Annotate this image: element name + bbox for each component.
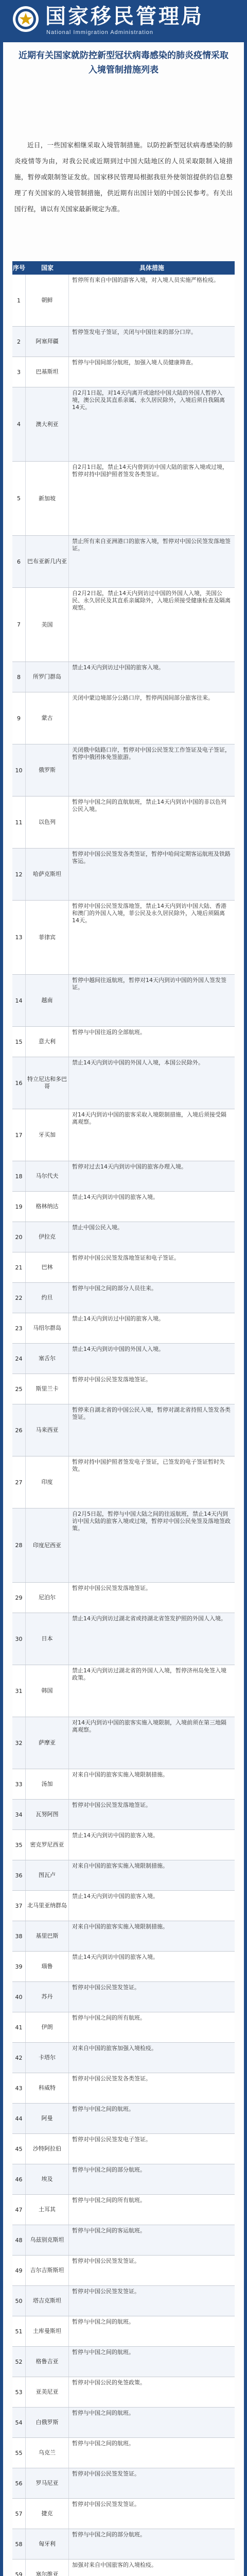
table-row	[12, 1057, 235, 1109]
row-measure: 暂停对中国公民签发签证。	[72, 1984, 140, 1991]
row-number: 53	[12, 2377, 26, 2407]
row-number: 27	[12, 1456, 26, 1508]
header-banner	[0, 0, 247, 42]
row-number: 30	[12, 1613, 26, 1665]
row-measure: 自2月1日起，禁止14天内曾到访中国大陆的旅客入境或过境，暂停对持中国护照者签发各类签证。	[72, 464, 228, 478]
row-measure: 对来自中国的旅客加强入境检疫。	[72, 2045, 157, 2052]
row-country: 密克罗尼西亚	[26, 1830, 69, 1860]
row-number: 4	[12, 387, 26, 461]
row-measure: 暂停对中国公民签发落地签证和电子签证。	[72, 1255, 180, 1261]
row-measure: 关闭中蒙边境部分公路口岸，暂停两国间部分旅客往来。	[72, 694, 214, 701]
row-number: 26	[12, 1404, 26, 1456]
table-row	[12, 357, 235, 387]
row-country: 基里巴斯	[26, 1921, 69, 1951]
row-country: 图瓦卢	[26, 1860, 69, 1890]
row-number: 45	[12, 2134, 26, 2164]
row-number: 20	[12, 1222, 26, 1252]
row-country: 特立尼达和多巴哥	[26, 1057, 69, 1109]
row-country: 卡塔尔	[26, 2043, 69, 2073]
row-number: 32	[12, 1717, 26, 1769]
row-country: 牙买加	[26, 1109, 69, 1161]
row-country: 埃及	[26, 2164, 69, 2194]
row-country: 斯里兰卡	[26, 1374, 69, 1404]
row-number: 39	[12, 1952, 26, 1981]
row-number: 43	[12, 2073, 26, 2103]
table-row	[12, 1830, 235, 1860]
row-measure: 暂停与中国之间的所有航班。	[72, 2014, 146, 2021]
row-measure: 暂停对中国公民签发签证。	[72, 2501, 140, 2507]
row-measure: 暂停与中国间部分航班，加强入境人员健康筛查。	[72, 359, 197, 366]
row-number: 24	[12, 1344, 26, 1374]
row-country: 约旦	[26, 1283, 69, 1313]
row-measure: 关闭俄中陆路口岸，暂停对中国公民签发工作签证及电子签证，暂停中俄团体免签旅游。	[72, 747, 231, 760]
row-measure: 暂停中越间往返航班，暂停对14天内到访中国的外国人签发签证。	[72, 977, 226, 991]
row-country: 美国	[26, 588, 69, 662]
row-measure: 暂停对中国公民签发签证。	[72, 2288, 140, 2295]
row-measure: 禁止14天内到访中国的外国人入境。	[72, 1346, 164, 1352]
row-measure: 禁止14天内到访中国的旅客入境。	[72, 1194, 158, 1200]
row-number: 56	[12, 2468, 26, 2498]
row-number: 38	[12, 1921, 26, 1951]
row-country: 阿塞拜疆	[26, 327, 69, 357]
agency-name-chinese: 国家移民管理局	[45, 4, 204, 28]
row-number: 3	[12, 357, 26, 387]
table-row	[12, 2104, 235, 2134]
row-country: 巴基斯坦	[26, 357, 69, 387]
row-country: 罗马尼亚	[26, 2468, 69, 2498]
row-measure: 自2月5日起，暂停与中国大陆之间的往返航班，禁止14天内到访中国大陆的旅客入境或过境，暂停对中国公民免签及落地签政策。	[72, 1511, 231, 1532]
row-country: 伊拉克	[26, 1222, 69, 1252]
table-row	[12, 1665, 235, 1717]
row-measure: 暂停对中国公民签发各类签证，暂停中哈间定期客运航班及铁路客运。	[72, 851, 231, 865]
row-measure: 禁止所有来自亚洲港口的旅客入境，暂停对中国公民签发落地签证。	[72, 538, 231, 552]
row-number: 1	[12, 275, 26, 326]
row-measure: 暂停对中国公民签发各类签证。	[72, 2075, 151, 2082]
row-measure: 暂停来自湖北省的中国公民入境，暂停对湖北省持照人签发各类签证。	[72, 1406, 231, 1420]
row-number: 5	[12, 462, 26, 535]
row-number: 47	[12, 2195, 26, 2225]
country-measures-table	[12, 261, 235, 2576]
table-row	[12, 1613, 235, 1665]
row-country: 捷克	[26, 2499, 69, 2529]
row-country: 吉尔吉斯斯坦	[26, 2256, 69, 2285]
row-measure: 暂停与中国之间的直航航班，禁止14天内到访中国的非以色列公民入境。	[72, 799, 226, 812]
row-country: 匈牙利	[26, 2529, 69, 2559]
row-country: 白俄罗斯	[26, 2408, 69, 2437]
row-country: 伊朗	[26, 2012, 69, 2042]
table-row	[12, 1921, 235, 1952]
row-measure: 对来自中国的旅客实施入境限制措施。	[72, 1923, 168, 1930]
row-measure: 暂停与中国之间的部分航班。	[72, 2166, 146, 2173]
row-number: 29	[12, 1583, 26, 1613]
row-country: 朝鲜	[26, 275, 69, 326]
row-country: 印度	[26, 1456, 69, 1508]
row-country: 阿曼	[26, 2104, 69, 2133]
row-number: 23	[12, 1313, 26, 1343]
row-measure: 禁止14天内到访过中国的旅客入境。	[72, 1315, 164, 1322]
row-measure: 暂停与中国之间的部分人员往来。	[72, 1285, 157, 1292]
row-measure: 加强对来自中国旅客的入境检疫。	[72, 2562, 157, 2568]
table-row	[12, 1404, 235, 1456]
row-number: 49	[12, 2256, 26, 2285]
row-country: 塞尔维亚	[26, 2560, 69, 2576]
table-row	[12, 1769, 235, 1800]
row-measure: 对14天内到访中国的旅客采取入境限制措施，入境后须接受隔离观察。	[72, 1111, 226, 1125]
row-country: 菲律宾	[26, 901, 69, 974]
table-row	[12, 2468, 235, 2499]
row-number: 46	[12, 2164, 26, 2194]
row-measure: 暂停与中国之间的部分航班。	[72, 2531, 146, 2538]
row-number: 36	[12, 1860, 26, 1890]
row-number: 35	[12, 1830, 26, 1860]
table-row	[12, 2408, 235, 2438]
table-row	[12, 1952, 235, 1982]
row-country: 新加坡	[26, 462, 69, 535]
row-number: 8	[12, 662, 26, 692]
row-number: 13	[12, 901, 26, 974]
row-number: 19	[12, 1192, 26, 1222]
row-number: 44	[12, 2104, 26, 2133]
table-row	[12, 901, 235, 975]
row-measure: 暂停与中国之间的航班。	[72, 2106, 134, 2112]
table-row	[12, 662, 235, 692]
row-measure: 暂停与中国之间的航班。	[72, 2410, 134, 2416]
table-row	[12, 2225, 235, 2256]
row-country: 马绍尔群岛	[26, 1313, 69, 1343]
row-measure: 暂停所有来自中国的游客入境，对入境人员实施严格检疫。	[72, 277, 219, 283]
page-title: 近期有关国家就防控新型冠状病毒感染的肺炎疫情采取入境管制措施列表	[19, 50, 228, 75]
table-row	[12, 1109, 235, 1161]
row-number: 7	[12, 588, 26, 662]
table-row	[12, 975, 235, 1027]
row-country: 塞舌尔	[26, 1344, 69, 1374]
row-number: 50	[12, 2286, 26, 2316]
table-row	[12, 2043, 235, 2073]
table-row	[12, 744, 235, 796]
row-country: 亚美尼亚	[26, 2377, 69, 2407]
row-number: 15	[12, 1027, 26, 1057]
table-row	[12, 1860, 235, 1891]
content-card	[3, 42, 244, 2576]
row-number: 59	[12, 2560, 26, 2576]
row-measure: 暂停与中国之间的航班。	[72, 2349, 134, 2355]
row-measure: 暂停对中国公民的免签政策。	[72, 2379, 146, 2386]
row-country: 乌兹别克斯坦	[26, 2225, 69, 2255]
table-header	[12, 261, 235, 275]
row-number: 21	[12, 1252, 26, 1282]
row-country: 汤加	[26, 1769, 69, 1799]
row-measure: 禁止14天内到访过湖北省的外国人入境，暂停济州岛免签入境政策。	[72, 1667, 226, 1681]
row-measure: 暂停与中国之间的航班。	[72, 2318, 134, 2325]
row-country: 意大利	[26, 1027, 69, 1057]
row-number: 40	[12, 1982, 26, 2012]
row-country: 尼泊尔	[26, 1583, 69, 1613]
row-country: 乌克兰	[26, 2438, 69, 2468]
table-row	[12, 2195, 235, 2225]
row-measure: 对14天内到访中国的旅客实施入境限制，入境前须在第三地隔离观察。	[72, 1719, 226, 1733]
table-row	[12, 2164, 235, 2195]
row-measure: 禁止14天内到访中国的旅客入境。	[72, 1954, 158, 1960]
row-number: 33	[12, 1769, 26, 1799]
row-number: 34	[12, 1800, 26, 1829]
row-measure: 禁止14天内到访过中国的旅客入境。	[72, 664, 164, 671]
row-measure: 禁止14天内到访中国的外国人入境，本国公民除外。	[72, 1059, 204, 1066]
table-row	[12, 275, 235, 327]
row-country: 北马里亚纳群岛	[26, 1891, 69, 1921]
row-number: 11	[12, 796, 26, 848]
row-number: 51	[12, 2316, 26, 2346]
table-row	[12, 1800, 235, 1830]
row-number: 54	[12, 2408, 26, 2437]
table-row	[12, 2012, 235, 2043]
row-country: 印度尼西亚	[26, 1509, 69, 1582]
row-measure: 暂停对中国公民签发落地签证。	[72, 1802, 151, 1808]
row-measure: 自2月1日起，对14天内离开或途经中国大陆的外国人暂停入境，澳公民及其直系亲属、永久居民除外，入境后须自我隔离14天。	[72, 389, 225, 411]
row-country: 以色列	[26, 796, 69, 848]
national-emblem-icon	[12, 6, 39, 32]
row-measure: 对来自中国的旅客实施入境限制措施。	[72, 1862, 168, 1869]
row-number: 37	[12, 1891, 26, 1921]
table-row	[12, 2377, 235, 2408]
row-country: 所罗门群岛	[26, 662, 69, 692]
row-country: 哈萨克斯坦	[26, 849, 69, 900]
row-country: 澳大利亚	[26, 387, 69, 461]
row-measure: 暂停与中国往返的全部航班。	[72, 1029, 146, 1036]
row-measure: 禁止14天内到访中国的旅客入境。	[72, 1893, 158, 1900]
row-number: 42	[12, 2043, 26, 2073]
row-country: 马来西亚	[26, 1404, 69, 1456]
row-country: 韩国	[26, 1665, 69, 1717]
row-measure: 自2月2日起，禁止14天内到访过中国的外国人入境，美国公民、永久居民及其直系亲属除外，入境后须接受健康检查及隔离观察。	[72, 590, 231, 611]
row-number: 16	[12, 1057, 26, 1109]
table-row	[12, 2499, 235, 2529]
row-country: 土耳其	[26, 2195, 69, 2225]
row-number: 22	[12, 1283, 26, 1313]
row-country: 科威特	[26, 2073, 69, 2103]
table-row	[12, 2560, 235, 2576]
row-country: 日本	[26, 1613, 69, 1665]
row-country: 苏丹	[26, 1982, 69, 2012]
table-row	[12, 1891, 235, 1921]
table-row	[12, 327, 235, 357]
row-number: 6	[12, 536, 26, 587]
row-number: 58	[12, 2529, 26, 2559]
table-row	[12, 1252, 235, 1283]
row-number: 14	[12, 975, 26, 1026]
table-row	[12, 849, 235, 901]
row-number: 28	[12, 1509, 26, 1582]
row-measure: 暂停对中国公民签发落地签证。	[72, 1585, 151, 1591]
row-measure: 禁止14天内到访中国的旅客入境。	[72, 1832, 158, 1839]
row-measure: 暂停对中国公民签发落地签证。	[72, 1376, 151, 1383]
table-row	[12, 2347, 235, 2377]
table-row	[12, 1982, 235, 2012]
row-number: 41	[12, 2012, 26, 2042]
row-measure: 禁止中国公民入境。	[72, 1224, 123, 1231]
table-row	[12, 1374, 235, 1404]
table-row	[12, 2073, 235, 2104]
table-row	[12, 1222, 235, 1252]
table-row	[12, 1313, 235, 1344]
row-measure: 暂停与中国之间的航班。	[72, 2440, 134, 2447]
table-row	[12, 1161, 235, 1192]
row-measure: 暂停与中国之间的客运航班。	[72, 2227, 146, 2234]
row-country: 塔吉克斯坦	[26, 2286, 69, 2316]
row-number: 18	[12, 1161, 26, 1191]
row-measure: 禁止14天内到访过湖北省或持湖北省签发护照的外国人入境。	[72, 1615, 226, 1622]
row-country: 巴布亚新几内亚	[26, 536, 69, 587]
row-country: 瑙鲁	[26, 1952, 69, 1981]
table-row	[12, 2316, 235, 2347]
table-row	[12, 1192, 235, 1222]
header-number: 序号	[12, 264, 25, 272]
table-row	[12, 2529, 235, 2560]
row-number: 31	[12, 1665, 26, 1717]
row-measure: 暂停签发电子签证，关闭与中国往来的部分口岸。	[72, 329, 197, 335]
row-measure: 暂停对过去14天内到访中国的旅客办理入境。	[72, 1163, 187, 1170]
table-row	[12, 1344, 235, 1374]
row-country: 格林纳达	[26, 1192, 69, 1222]
row-number: 25	[12, 1374, 26, 1404]
row-measure: 暂停对中国公民签发签证。	[72, 2470, 140, 2477]
header-country: 国家	[41, 264, 54, 272]
row-number: 57	[12, 2499, 26, 2529]
header-measure: 具体措施	[139, 264, 164, 272]
row-country: 蒙古	[26, 692, 69, 744]
row-country: 土库曼斯坦	[26, 2316, 69, 2346]
table-row	[12, 1456, 235, 1509]
row-measure: 暂停对持中国护照者签发电子签证，已签发的电子签证暂时失效。	[72, 1459, 225, 1472]
row-country: 格鲁吉亚	[26, 2347, 69, 2377]
table-row	[12, 1583, 235, 1613]
row-country: 瓦努阿图	[26, 1800, 69, 1829]
row-country: 越南	[26, 975, 69, 1026]
table-row	[12, 462, 235, 536]
row-number: 2	[12, 327, 26, 357]
row-country: 沙特阿拉伯	[26, 2134, 69, 2164]
table-row	[12, 2286, 235, 2316]
row-number: 52	[12, 2347, 26, 2377]
row-measure: 对来自中国的旅客实施入境限制措施。	[72, 1771, 168, 1778]
row-measure: 暂停对中国公民签发落地签，禁止14天内到访中国大陆、香港和澳门的外国人入境，菲公民及永久居民除外，入境后须隔离14天。	[72, 903, 226, 924]
row-measure: 暂停对中国公民签发签证。	[72, 2258, 140, 2264]
table-row	[12, 1283, 235, 1313]
agency-name-english: National Immigration Administration	[46, 29, 154, 36]
table-row	[12, 588, 235, 662]
row-number: 10	[12, 744, 26, 796]
row-measure: 暂停对中国公民签发电子签证。	[72, 2136, 151, 2143]
table-row	[12, 387, 235, 462]
table-row	[12, 2438, 235, 2468]
row-country: 俄罗斯	[26, 744, 69, 796]
table-row	[12, 692, 235, 744]
row-number: 55	[12, 2438, 26, 2468]
table-row	[12, 1509, 235, 1583]
table-row	[12, 1027, 235, 1057]
row-country: 马尔代夫	[26, 1161, 69, 1191]
table-row	[12, 796, 235, 849]
row-country: 巴林	[26, 1252, 69, 1282]
row-measure: 暂停与中国之间的所有航班。	[72, 2197, 146, 2204]
row-number: 17	[12, 1109, 26, 1161]
table-row	[12, 2134, 235, 2164]
row-number: 48	[12, 2225, 26, 2255]
intro-paragraph: 近日，一些国家相继采取入境管制措施。以防控新型冠状病毒感染的肺炎疫情等为由，对我公民或近期到过中国大陆地区的人员采取限制入境措施，暂停或限制签证发放。国家移民管理局根据我驻外使领馆提供的信息整理了有关国家的入境管制措施，供近期有出国计划的中国公民参考。有关出国行程，请以有关国家最新规定为准。	[14, 141, 233, 213]
table-row	[12, 2256, 235, 2286]
table-row	[12, 1717, 235, 1769]
table-row	[12, 536, 235, 588]
row-number: 12	[12, 849, 26, 900]
row-country: 萨摩亚	[26, 1717, 69, 1769]
row-number: 9	[12, 692, 26, 744]
